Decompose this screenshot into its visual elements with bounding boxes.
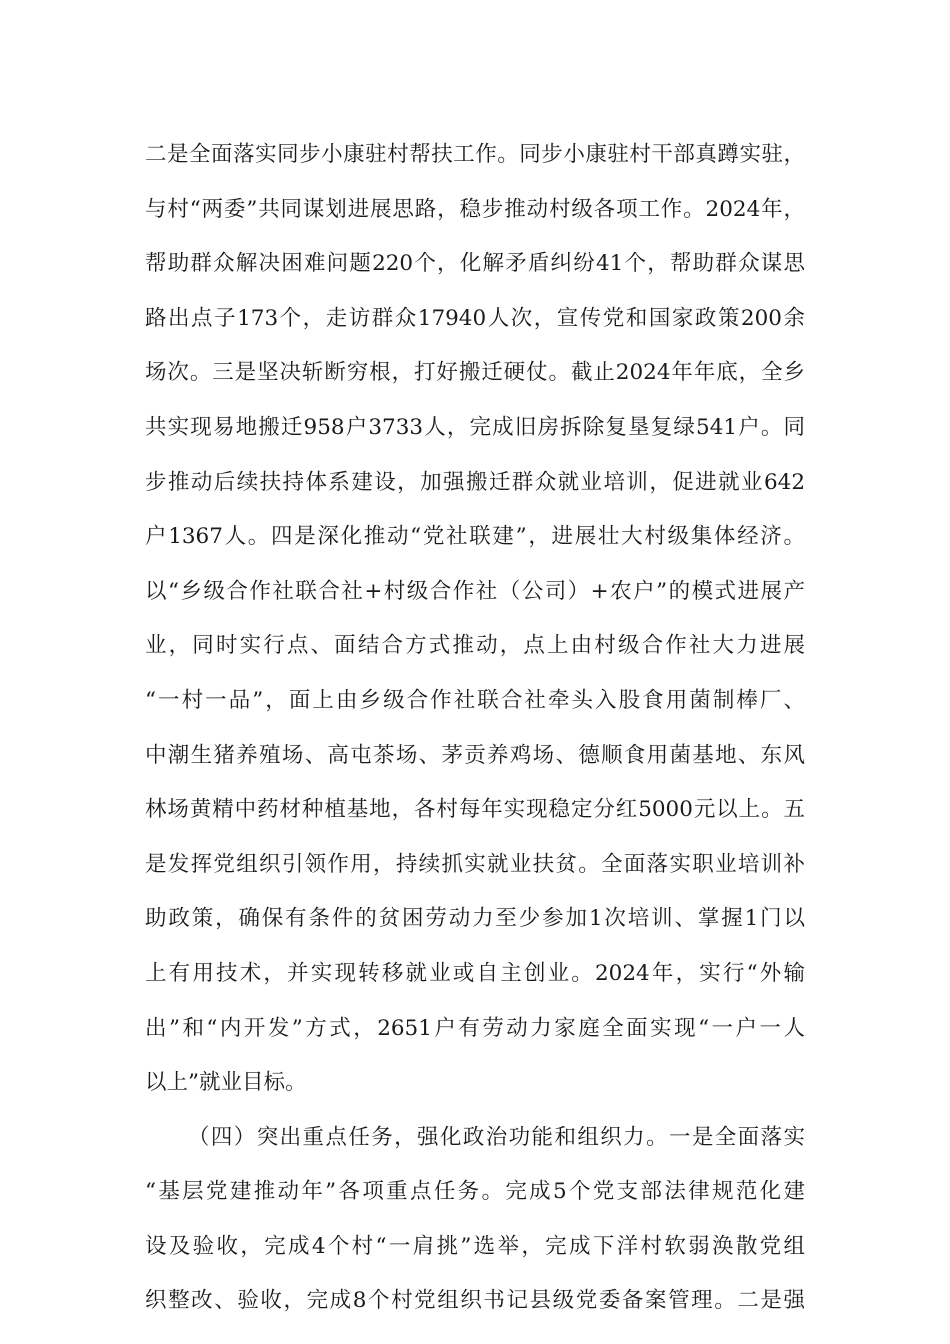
text-line: 业，同时实行点、面结合方式推动，点上由村级合作社大力进展 bbox=[145, 633, 805, 659]
document-body bbox=[145, 128, 805, 1329]
text-line: 共实现易地搬迁958户3733人，完成旧房拆除复垦复绿541户。同 bbox=[145, 414, 805, 440]
text-line: 户1367人。四是深化推动“党社联建”，进展壮大村级集体经济。 bbox=[145, 524, 805, 550]
text-line: 与村“两委”共同谋划进展思路，稳步推动村级各项工作。2024年， bbox=[145, 196, 805, 222]
text-line: 助政策，确保有条件的贫困劳动力至少参加1次培训、掌握1门以 bbox=[145, 906, 805, 932]
text-line: 路出点子173个，走访群众17940人次，宣传党和国家政策200余 bbox=[145, 305, 805, 331]
text-line: 设及验收，完成4个村“一肩挑”选举，完成下洋村软弱涣散党组 bbox=[145, 1233, 805, 1259]
text-line: 是发挥党组织引领作用，持续抓实就业扶贫。全面落实职业培训补 bbox=[145, 851, 805, 877]
text-line-paragraph-end: 以上”就业目标。 bbox=[145, 1070, 307, 1096]
text-line: 出”和“内开发”方式，2651户有劳动力家庭全面实现“一户一人 bbox=[145, 1015, 805, 1041]
text-line: “一村一品”，面上由乡级合作社联合社牵头入股食用菌制棒厂、 bbox=[145, 687, 805, 713]
text-line: 场次。三是坚决斩断穷根，打好搬迁硬仗。截止2024年年底，全乡 bbox=[145, 360, 805, 386]
text-line: 以“乡级合作社联合社+村级合作社（公司）+农户”的模式进展产 bbox=[145, 578, 805, 604]
text-line: 二是全面落实同步小康驻村帮扶工作。同步小康驻村干部真蹲实驻， bbox=[145, 142, 805, 167]
text-line: 上有用技术，并实现转移就业或自主创业。2024年，实行“外输 bbox=[145, 960, 805, 986]
text-line: 织整改、验收，完成8个村党组织书记县级党委备案管理。二是强 bbox=[145, 1288, 805, 1314]
text-line-paragraph-start: （四）突出重点任务，强化政治功能和组织力。一是全面落实 bbox=[188, 1124, 805, 1150]
text-line: 中潮生猪养殖场、高屯茶场、茅贡养鸡场、德顺食用菌基地、东风 bbox=[145, 742, 805, 768]
text-line: 步推动后续扶持体系建设，加强搬迁群众就业培训，促进就业642 bbox=[145, 469, 805, 495]
text-line: 帮助群众解决困难问题220个，化解矛盾纠纷41个，帮助群众谋思 bbox=[145, 251, 805, 277]
text-line: 林场黄精中药材种植基地，各村每年实现稳定分红5000元以上。五 bbox=[145, 797, 805, 823]
text-line: “基层党建推动年”各项重点任务。完成5个党支部法律规范化建 bbox=[145, 1179, 805, 1205]
